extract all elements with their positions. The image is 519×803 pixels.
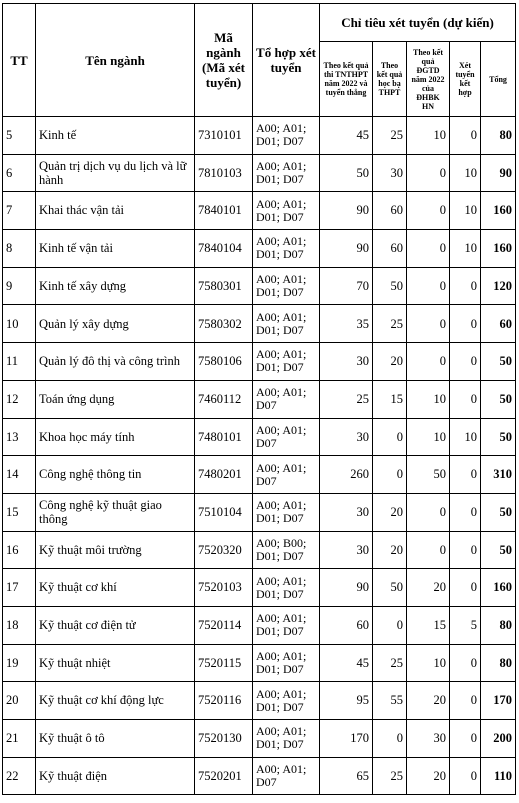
quota-exam: 90 [320, 192, 373, 230]
quota-exam: 95 [320, 682, 373, 720]
table-row [3, 418, 516, 456]
subject-combination: A00; A01; D07 [253, 456, 320, 494]
table-row [3, 569, 516, 607]
subject-combination: A00; A01; D01; D07 [253, 230, 320, 268]
quota-thinking-test: 0 [407, 305, 450, 343]
major-code: 7480101 [195, 418, 253, 456]
quota-exam: 170 [320, 720, 373, 758]
table-row [3, 757, 516, 795]
major-code: 7840101 [195, 192, 253, 230]
major-name: Kinh tế xây dựng [36, 267, 195, 305]
quota-exam: 30 [320, 343, 373, 381]
major-code: 7520116 [195, 682, 253, 720]
quota-transcript: 55 [373, 682, 407, 720]
quota-exam: 25 [320, 380, 373, 418]
table-row [3, 606, 516, 644]
row-number: 9 [3, 267, 36, 305]
subject-combination: A00; A01; D01; D07 [253, 644, 320, 682]
table-row [3, 230, 516, 268]
quota-total: 120 [481, 267, 516, 305]
table-row [3, 644, 516, 682]
major-code: 7460112 [195, 380, 253, 418]
header-major-name: Tên ngành [36, 4, 195, 117]
quota-transcript: 60 [373, 230, 407, 268]
quota-thinking-test: 20 [407, 569, 450, 607]
major-name: Quản lý đô thị và công trình [36, 343, 195, 381]
subject-combination: A00; A01; D01; D07 [253, 569, 320, 607]
table-row [3, 493, 516, 531]
quota-combined: 0 [450, 720, 481, 758]
quota-combined: 0 [450, 343, 481, 381]
quota-exam: 70 [320, 267, 373, 305]
major-code: 7520103 [195, 569, 253, 607]
quota-combined: 0 [450, 305, 481, 343]
subject-combination: A00; A01; D01; D07 [253, 606, 320, 644]
major-code: 7580106 [195, 343, 253, 381]
quota-exam: 90 [320, 569, 373, 607]
row-number: 11 [3, 343, 36, 381]
quota-combined: 0 [450, 267, 481, 305]
subject-combination: A00; A01; D07 [253, 418, 320, 456]
quota-combined: 0 [450, 117, 481, 155]
header-quota-group: Chỉ tiêu xét tuyển (dự kiến) [320, 4, 516, 42]
subject-combination: A00; A01; D01; D07 [253, 117, 320, 155]
major-code: 7520201 [195, 757, 253, 795]
quota-transcript: 25 [373, 644, 407, 682]
quota-exam: 45 [320, 117, 373, 155]
row-number: 18 [3, 606, 36, 644]
major-name: Kỹ thuật nhiệt [36, 644, 195, 682]
major-code: 7520130 [195, 720, 253, 758]
row-number: 13 [3, 418, 36, 456]
table-row [3, 192, 516, 230]
quota-exam: 50 [320, 154, 373, 192]
row-number: 5 [3, 117, 36, 155]
header-quota-exam: Theo kết quả thi TNTHPT năm 2022 và tuyển thẳng [320, 42, 373, 117]
header-quota-total: Tổng [481, 42, 516, 117]
quota-transcript: 25 [373, 117, 407, 155]
quota-exam: 45 [320, 644, 373, 682]
quota-thinking-test: 0 [407, 493, 450, 531]
major-name: Kỹ thuật điện [36, 757, 195, 795]
row-number: 22 [3, 757, 36, 795]
quota-combined: 10 [450, 192, 481, 230]
quota-thinking-test: 30 [407, 720, 450, 758]
quota-combined: 0 [450, 380, 481, 418]
major-name: Quản trị dịch vụ du lịch và lữ hành [36, 154, 195, 192]
subject-combination: A00; B00; D01; D07 [253, 531, 320, 569]
table-row [3, 682, 516, 720]
table-row [3, 343, 516, 381]
quota-total: 80 [481, 644, 516, 682]
quota-exam: 65 [320, 757, 373, 795]
quota-total: 90 [481, 154, 516, 192]
quota-thinking-test: 0 [407, 531, 450, 569]
row-number: 20 [3, 682, 36, 720]
quota-combined: 5 [450, 606, 481, 644]
table-row [3, 531, 516, 569]
quota-total: 160 [481, 192, 516, 230]
major-name: Kỹ thuật cơ khí động lực [36, 682, 195, 720]
quota-combined: 0 [450, 644, 481, 682]
major-name: Kỹ thuật môi trường [36, 531, 195, 569]
subject-combination: A00; A01; D01; D07 [253, 154, 320, 192]
table-row [3, 720, 516, 758]
quota-thinking-test: 10 [407, 117, 450, 155]
quota-total: 160 [481, 230, 516, 268]
quota-total: 160 [481, 569, 516, 607]
major-name: Công nghệ thông tin [36, 456, 195, 494]
quota-thinking-test: 0 [407, 343, 450, 381]
header-quota-thinking-test: Theo kết quả ĐGTD năm 2022 của ĐHBK HN [407, 42, 450, 117]
header-tt: TT [3, 4, 36, 117]
quota-total: 50 [481, 531, 516, 569]
major-code: 7580302 [195, 305, 253, 343]
quota-total: 80 [481, 117, 516, 155]
major-name: Khai thác vận tải [36, 192, 195, 230]
major-name: Kỹ thuật cơ điện tử [36, 606, 195, 644]
major-name: Kinh tế vận tải [36, 230, 195, 268]
quota-transcript: 0 [373, 606, 407, 644]
quota-exam: 260 [320, 456, 373, 494]
header-quota-combined: Xét tuyển kết hợp [450, 42, 481, 117]
table-body [3, 117, 516, 795]
quota-combined: 0 [450, 456, 481, 494]
quota-combined: 10 [450, 418, 481, 456]
quota-total: 50 [481, 418, 516, 456]
row-number: 12 [3, 380, 36, 418]
quota-thinking-test: 0 [407, 267, 450, 305]
quota-exam: 60 [320, 606, 373, 644]
quota-transcript: 50 [373, 267, 407, 305]
quota-exam: 90 [320, 230, 373, 268]
quota-total: 310 [481, 456, 516, 494]
quota-total: 60 [481, 305, 516, 343]
quota-total: 200 [481, 720, 516, 758]
header-subject-combination: Tổ hợp xét tuyển [253, 4, 320, 117]
quota-total: 170 [481, 682, 516, 720]
header-major-code: Mã ngành (Mã xét tuyển) [195, 4, 253, 117]
row-number: 15 [3, 493, 36, 531]
row-number: 16 [3, 531, 36, 569]
row-number: 21 [3, 720, 36, 758]
quota-total: 50 [481, 343, 516, 381]
quota-exam: 30 [320, 493, 373, 531]
major-code: 7520320 [195, 531, 253, 569]
quota-thinking-test: 50 [407, 456, 450, 494]
table-row [3, 305, 516, 343]
quota-combined: 0 [450, 682, 481, 720]
quota-thinking-test: 10 [407, 380, 450, 418]
quota-combined: 10 [450, 230, 481, 268]
quota-thinking-test: 10 [407, 418, 450, 456]
table-row [3, 117, 516, 155]
table-row [3, 267, 516, 305]
subject-combination: A00; A01; D07 [253, 380, 320, 418]
quota-thinking-test: 0 [407, 230, 450, 268]
quota-exam: 35 [320, 305, 373, 343]
quota-thinking-test: 20 [407, 682, 450, 720]
major-code: 7580301 [195, 267, 253, 305]
row-number: 6 [3, 154, 36, 192]
major-name: Toán ứng dụng [36, 380, 195, 418]
table-row [3, 456, 516, 494]
subject-combination: A00; A01; D01; D07 [253, 192, 320, 230]
subject-combination: A00; A01; D01; D07 [253, 305, 320, 343]
subject-combination: A00; A01; D01; D07 [253, 720, 320, 758]
table-row [3, 380, 516, 418]
major-code: 7810103 [195, 154, 253, 192]
major-name: Kinh tế [36, 117, 195, 155]
major-code: 7510104 [195, 493, 253, 531]
quota-thinking-test: 20 [407, 757, 450, 795]
major-code: 7520114 [195, 606, 253, 644]
quota-thinking-test: 0 [407, 192, 450, 230]
major-code: 7480201 [195, 456, 253, 494]
subject-combination: A00; A01; D01; D07 [253, 493, 320, 531]
quota-transcript: 0 [373, 720, 407, 758]
quota-transcript: 50 [373, 569, 407, 607]
major-code: 7520115 [195, 644, 253, 682]
major-code: 7840104 [195, 230, 253, 268]
quota-transcript: 30 [373, 154, 407, 192]
quota-transcript: 20 [373, 493, 407, 531]
quota-transcript: 0 [373, 456, 407, 494]
quota-total: 110 [481, 757, 516, 795]
quota-transcript: 25 [373, 305, 407, 343]
admissions-quota-table [2, 3, 516, 795]
major-name: Kỹ thuật cơ khí [36, 569, 195, 607]
major-name: Kỹ thuật ô tô [36, 720, 195, 758]
quota-transcript: 0 [373, 418, 407, 456]
quota-thinking-test: 15 [407, 606, 450, 644]
subject-combination: A00; A01; D01; D07 [253, 267, 320, 305]
quota-thinking-test: 0 [407, 154, 450, 192]
table-header [3, 4, 516, 117]
quota-combined: 0 [450, 757, 481, 795]
subject-combination: A00; A01; D01; D07 [253, 343, 320, 381]
quota-combined: 10 [450, 154, 481, 192]
quota-combined: 0 [450, 493, 481, 531]
header-quota-transcript: Theo kết quả học bạ THPT [373, 42, 407, 117]
subject-combination: A00; A01; D07 [253, 757, 320, 795]
quota-transcript: 20 [373, 531, 407, 569]
quota-combined: 0 [450, 569, 481, 607]
row-number: 19 [3, 644, 36, 682]
quota-transcript: 60 [373, 192, 407, 230]
quota-combined: 0 [450, 531, 481, 569]
quota-thinking-test: 10 [407, 644, 450, 682]
row-number: 10 [3, 305, 36, 343]
major-code: 7310101 [195, 117, 253, 155]
quota-total: 50 [481, 380, 516, 418]
quota-transcript: 15 [373, 380, 407, 418]
row-number: 14 [3, 456, 36, 494]
subject-combination: A00; A01; D01; D07 [253, 682, 320, 720]
major-name: Quản lý xây dựng [36, 305, 195, 343]
major-name: Công nghệ kỹ thuật giao thông [36, 493, 195, 531]
major-name: Khoa học máy tính [36, 418, 195, 456]
row-number: 8 [3, 230, 36, 268]
quota-exam: 30 [320, 531, 373, 569]
quota-exam: 30 [320, 418, 373, 456]
row-number: 7 [3, 192, 36, 230]
quota-total: 50 [481, 493, 516, 531]
quota-total: 80 [481, 606, 516, 644]
quota-transcript: 25 [373, 757, 407, 795]
quota-transcript: 20 [373, 343, 407, 381]
table-row [3, 154, 516, 192]
row-number: 17 [3, 569, 36, 607]
